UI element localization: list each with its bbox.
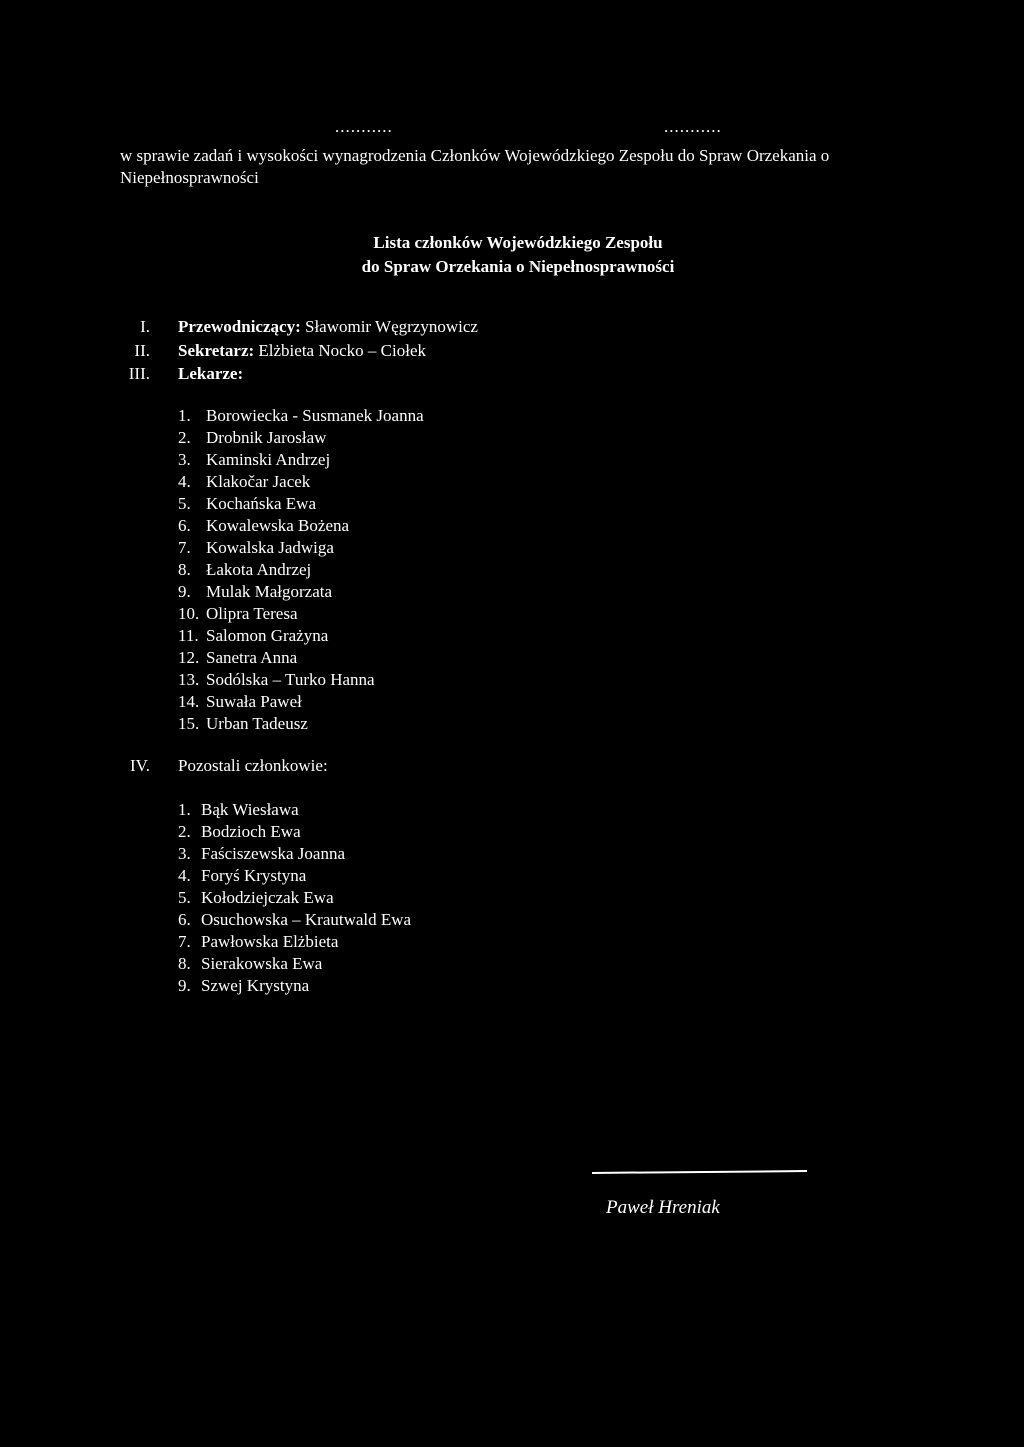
list-item-number: 3. (178, 844, 191, 863)
list-item (178, 405, 424, 427)
list-item (178, 669, 424, 691)
list-item-name: Faściszewska Joanna (201, 844, 345, 863)
list-item-name: Kowalska Jadwiga (206, 538, 334, 557)
list-item-number: 8. (178, 560, 191, 579)
list-item-name: Borowiecka - Susmanek Joanna (206, 406, 424, 425)
secretary-name: Elżbieta Nocko – Ciołek (258, 341, 426, 360)
list-item-number: 1. (178, 406, 191, 425)
list-item-number: 7. (178, 932, 191, 951)
list-item-name: Foryś Krystyna (201, 866, 307, 885)
list-item-number: 13. (178, 670, 200, 689)
section-number-chair: I. (140, 317, 150, 336)
list-item (178, 625, 424, 647)
list-item-name: Urban Tadeusz (206, 714, 308, 733)
list-item (178, 953, 411, 975)
list-item-name: Łakota Andrzej (206, 560, 312, 579)
section-secretary (178, 340, 426, 362)
list-item (178, 691, 424, 713)
others-label: Pozostali członkowie: (178, 756, 328, 775)
chair-name: Sławomir Węgrzynowicz (304, 317, 478, 336)
chair-label: Przewodniczący: (178, 317, 301, 336)
list-item (178, 909, 411, 931)
list-item-name: Olipra Teresa (206, 604, 298, 623)
list-item-name: Klakočar Jacek (206, 472, 311, 491)
dotted-placeholder-left: ........... (335, 117, 393, 136)
doctors-list (178, 405, 424, 735)
section-number-secretary: II. (134, 341, 150, 360)
section-doctors (178, 363, 243, 385)
list-item (178, 471, 424, 493)
list-item-name: Bąk Wiesława (201, 800, 299, 819)
list-item-number: 4. (178, 472, 191, 491)
list-item-number: 7. (178, 538, 191, 557)
document-title-line-2: do Spraw Orzekania o Niepełnosprawności (361, 257, 675, 276)
list-item-name: Kowalewska Bożena (206, 516, 350, 535)
list-item-number: 6. (178, 516, 191, 535)
list-item (178, 975, 411, 997)
section-number-doctors: III. (128, 364, 150, 383)
list-item-name: Pawłowska Elżbieta (201, 932, 339, 951)
list-item-name: Salomon Grażyna (206, 626, 329, 645)
list-item-name: Sodólska – Turko Hanna (206, 670, 375, 689)
list-item-name: Kołodziejczak Ewa (201, 888, 334, 907)
list-item-name: Drobnik Jarosław (206, 428, 327, 447)
dotted-placeholder-right: ........... (664, 117, 722, 136)
list-item (178, 799, 411, 821)
list-item (178, 865, 411, 887)
signature-line (592, 1170, 807, 1174)
list-item-name: Mulak Małgorzata (206, 582, 333, 601)
list-item (178, 449, 424, 471)
list-item (178, 713, 424, 735)
section-number-others: IV. (130, 756, 150, 775)
document-title-line-1: Lista członków Wojewódzkiego Zespołu (373, 233, 663, 252)
list-item-number: 9. (178, 582, 191, 601)
list-item-number: 5. (178, 494, 191, 513)
list-item (178, 887, 411, 909)
list-item (178, 647, 424, 669)
list-item-number: 8. (178, 954, 191, 973)
list-item (178, 843, 411, 865)
list-item-number: 3. (178, 450, 191, 469)
list-item (178, 603, 424, 625)
list-item-number: 11. (178, 626, 199, 645)
list-item-name: Szwej Krystyna (201, 976, 310, 995)
list-item-name: Osuchowska – Krautwald Ewa (201, 910, 412, 929)
list-item-number: 2. (178, 428, 191, 447)
secretary-label: Sekretarz: (178, 341, 255, 360)
list-item-number: 1. (178, 800, 191, 819)
section-others (178, 755, 328, 777)
list-item-number: 4. (178, 866, 191, 885)
list-item-number: 2. (178, 822, 191, 841)
resolution-subject: w sprawie zadań i wysokości wynagrodzenia Członków Wojewódzkiego Zespołu do Spraw Orzekania o Niepełnosprawności (120, 146, 830, 187)
list-item-number: 6. (178, 910, 191, 929)
doctors-label: Lekarze: (178, 364, 244, 383)
list-item (178, 537, 424, 559)
list-item-name: Sanetra Anna (206, 648, 298, 667)
list-item (178, 515, 424, 537)
list-item-number: 9. (178, 976, 191, 995)
list-item-number: 5. (178, 888, 191, 907)
list-item-number: 12. (178, 648, 200, 667)
list-item-number: 15. (178, 714, 200, 733)
list-item-name: Suwała Paweł (206, 692, 302, 711)
other-members-list (178, 799, 411, 997)
section-chair (178, 316, 478, 338)
list-item-name: Kaminski Andrzej (206, 450, 331, 469)
list-item (178, 931, 411, 953)
list-item (178, 581, 424, 603)
list-item-name: Kochańska Ewa (206, 494, 316, 513)
list-item-number: 10. (178, 604, 200, 623)
list-item-name: Sierakowska Ewa (201, 954, 323, 973)
list-item (178, 559, 424, 581)
list-item (178, 493, 424, 515)
list-item-name: Bodzioch Ewa (201, 822, 301, 841)
signatory-name: Paweł Hreniak (606, 1197, 720, 1218)
list-item-number: 14. (178, 692, 200, 711)
list-item (178, 427, 424, 449)
list-item (178, 821, 411, 843)
